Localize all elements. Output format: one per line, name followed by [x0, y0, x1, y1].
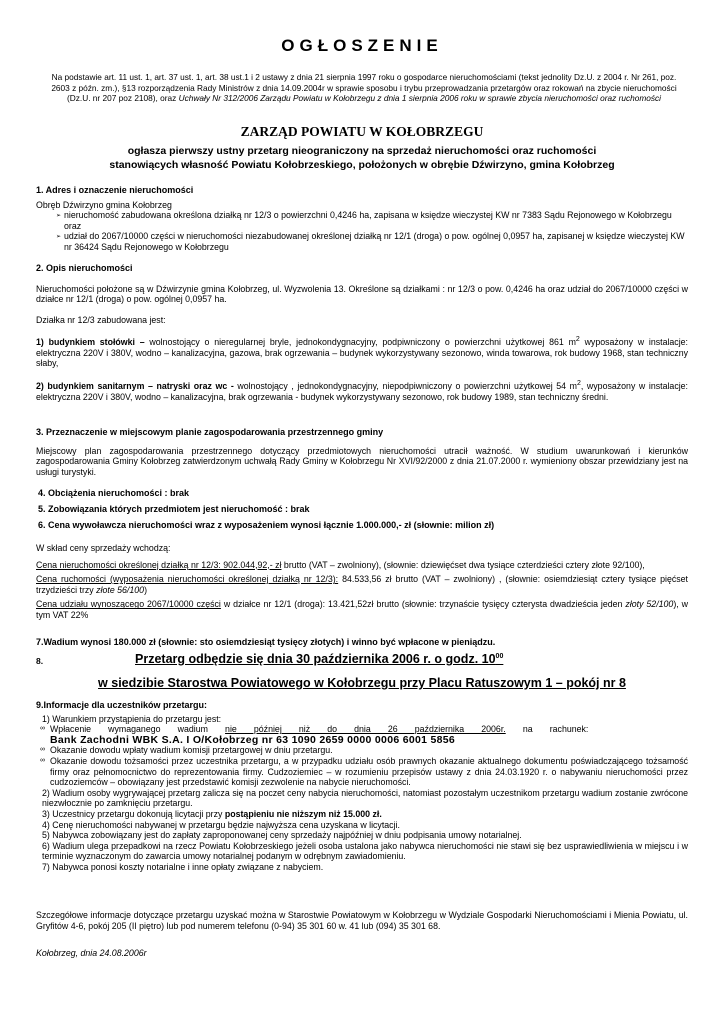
auction-date [135, 652, 503, 666]
section-5: 5. Zobowiązania których przedmiotem jest nieruchomość : brak [38, 504, 310, 514]
arrow-bullet-icon: ➢ [56, 213, 62, 220]
section-1-item-2-text: udział do 2067/10000 części w nieruchomości niezabudowanej określonej działką nr 12/1 (droga) o pow. ogólnej 0,0957 ha, zapisanej w księdze wieczystej KW nr 36424 Sądu Rejonowego w Kołobrzegu [64, 231, 685, 252]
section-2 [36, 263, 688, 402]
section-1-title: 1. Adres i oznaczenie nieruchomości [36, 185, 194, 195]
price-item-3-italic: złoty 52/100 [625, 599, 674, 610]
price-item-3 [36, 599, 688, 620]
price-item-2-end: ) [144, 584, 147, 595]
legal-basis-resolution: Uchwały Nr 312/2006 Zarządu Powiatu w Kołobrzegu z dnia 1 sierpnia 2006 roku w sprawie zbycia nieruchomości oraz ruchomości [178, 93, 661, 103]
rule-4: 4) Cenę nieruchomości nabywanej w przetargu będzie najwyższa cena uzyskana w licytacji. [42, 819, 400, 830]
section-2-title: 2. Opis nieruchomości [36, 263, 133, 273]
price-breakdown [36, 543, 688, 621]
section-7: 7.Wadium wynosi 180.000 zł (słownie: sto osiemdziesiąt tysięcy złotych) i winno być wpłacone w pieniądzu. [36, 637, 496, 647]
price-intro: W skład ceny sprzedaży wchodzą: [36, 543, 171, 553]
building-2-label: 2) budynkiem sanitarnym – natryski oraz wc - [36, 381, 234, 391]
announcement-line-1: ogłasza pierwszy ustny przetarg nieograniczony na sprzedaż nieruchomości oraz ruchomości [127, 145, 597, 157]
rule-1-bullet-1-post: na rachunek: [505, 724, 589, 735]
price-item-1-text: brutto (VAT – zwolniony), (słownie: dziewięćset dwa tysiące czterdzieści cztery złote 92/100), [281, 559, 645, 570]
section-9-title: 9.Informacje dla uczestników przetargu: [36, 700, 208, 710]
section-3 [36, 427, 688, 477]
section-8-number: 8. [36, 656, 44, 666]
rule-6: 6) Wadium ulega przepadkowi na rzecz Powiatu Kołobrzeskiego jeżeli osoba ustalona jako nabywca nieruchomości nie stawi się bez usprawiedliwienia w miejscu i w terminie wyznaczonym do zawarcia umowy notarialnej podanym w odrębnym zawiadomieniu. [42, 840, 688, 862]
building-1-text: wolnostojący o nieregularnej bryle, jednokondygnacyjny, podpiwniczony o powierzchni użytkowej 861 m [144, 337, 576, 348]
auction-time-sup: 00 [495, 652, 504, 660]
section-4: 4. Obciążenia nieruchomości : brak [38, 488, 190, 498]
rule-3 [36, 809, 688, 820]
building-1-sup: 2 [575, 336, 580, 344]
price-item-1-label: Cena nieruchomości określonej działką nr 12/3: 902.044,92,- zł [36, 559, 282, 570]
building-1-rest: wyposażony w instalacje: elektryczna 220V i 380V, wodno – kanalizacyjna, gazowa, brak ogrzewania – budynek wykorzystywany sezonowo, winda towarowa, rok budowy 1968, stan techniczny słaby, [36, 337, 688, 369]
price-item-2-italic: złote 56/100 [96, 584, 145, 595]
price-item-3-end: ), w tym VAT 22% [36, 599, 688, 620]
price-item-2-text: 84.533,56 zł brutto (VAT – zwolniony) , (słownie: osiemdziesiąt cztery tysiące pięćset trzydzieści trzy [36, 574, 688, 595]
rule-1-bullet-2 [36, 745, 688, 756]
price-item-3-text: w działce nr 12/1 (droga): 13.421,52zł brutto (słownie: trzynaście tysięcy czterysta dwadzieścia jeden [220, 599, 626, 610]
section-1-obreb: Obręb Dźwirzyno gmina Kołobrzeg [36, 199, 172, 210]
infinity-bullet-icon: ∞ [40, 756, 45, 764]
section-9 [36, 700, 688, 873]
price-item-2-label: Cena ruchomości (wyposażenia nieruchomości określonej działką nr 12/3): [36, 574, 339, 585]
infinity-bullet-icon: ∞ [40, 746, 45, 754]
section-1-item-1 [36, 210, 688, 231]
section-3-text: Miejscowy plan zagospodarowania przestrzennego dotyczący przedmiotowych nieruchomości utracił ważność. W studium uwarunkowań i kierunków zagospodarowania Gminy Kołobrzeg zatwierdzonym uchwałą Rady Gminy w Kołobrzegu Nr XVI/92/2000 z dnia 21.07.2000 r. wymieniony obszar przewidziany jest na usługi turystyki. [36, 445, 688, 477]
bank-account: Bank Zachodni WBK S.A. I O/Kołobrzeg nr 63 1090 2659 0000 0006 6001 5856 [50, 733, 456, 746]
rule-3-text: 3) Uczestnicy przetargu dokonują licytacji przy [42, 808, 225, 819]
infinity-bullet-icon: ∞ [40, 725, 45, 733]
section-3-title: 3. Przeznaczenie w miejscowym planie zagospodarowania przestrzennego gminy [36, 427, 384, 437]
issuer-heading: ZARZĄD POWIATU W KOŁOBRZEGU [240, 124, 484, 139]
building-2-rest: , wyposażony w instalacje: elektryczna 220V i 380V, wodno – kanalizacyjna, brak ogrzewania - budynek wykorzystywany sezonowo, rok budowy 1989, stan techniczny średni. [36, 381, 689, 402]
document-title: OGŁOSZENIE [281, 36, 443, 55]
rule-3-bold: postąpieniu nie niższym niż 15.000 zł. [224, 808, 382, 819]
document-date: Kołobrzeg, dnia 24.08.2006r [36, 948, 147, 958]
rule-1: 1) Warunkiem przystąpienia do przetargu jest: [42, 713, 222, 724]
section-1-item-2 [36, 231, 688, 252]
rule-1-bullet-3 [36, 756, 688, 788]
building-2 [36, 379, 688, 402]
arrow-bullet-icon: ➢ [56, 234, 62, 241]
building-2-text: wolnostojący , jednokondygnacyjny, niepodpiwniczony o powierzchni użytkowej 54 m [233, 381, 577, 391]
rule-1-bullet-3-text: Okazanie dowodu tożsamości przez uczestnika przetargu, a w przypadku udziału osób prawnych okazanie aktualnego dokumentu poświadczającego tożsamość firmy oraz pełnomocnictwo do reprezentowania firmy. Cudzoziemiec – w rozumieniu przepisów ustawy z dnia 24.03.1920 r. o nabywaniu nieruchomości przez cudzoziemców – obowiązany jest przedstawić komisji zezwolenie na nabycie nieruchomości. [50, 755, 688, 788]
announcement-line-2: stanowiących własność Powiatu Kołobrzeskiego, położonych w obrębie Dźwirzyno, gmina Kołobrzeg [109, 159, 615, 171]
section-1 [36, 185, 688, 253]
rule-1-bullet-1-pre: Wpłacenie wymaganego wadium [50, 724, 226, 735]
section-2-p1: Nieruchomości położone są w Dźwirzynie gmina Kołobrzeg, ul. Wyzwolenia 13. Określone są działkami : nr 12/3 o pow. 0,4246 ha oraz udział do 2067/10000 części w działce nr 12/1 (droga) o pow. ogólnej 0,0957 ha. [36, 283, 688, 305]
legal-basis [42, 72, 686, 104]
auction-place: w siedzibie Starostwa Powiatowego w Kołobrzegu przy Placu Ratuszowym 1 – pokój nr 8 [98, 676, 626, 690]
section-6: 6. Cena wywoławcza nieruchomości wraz z wyposażeniem wynosi łącznie 1.000.000,- zł (słownie: milion zł) [38, 520, 495, 530]
building-1-label: 1) budynkiem stołówki – [36, 337, 145, 348]
price-item-3-label: Cena udziału wynoszącego 2067/10000 części [36, 599, 221, 610]
rule-1-bullet-1-deadline: nie później niż do dnia 26 października 2006r. [225, 724, 506, 735]
announcement-lead [20, 144, 704, 172]
price-item-2 [36, 574, 688, 595]
section-2-p2: Działka nr 12/3 zabudowana jest: [36, 314, 166, 325]
rule-5: 5) Nabywca zobowiązany jest do zapłaty zaproponowanej ceny sprzedaży najpóźniej w dniu podpisania umowy notarialnej. [42, 830, 522, 841]
section-1-item-1-text: nieruchomość zabudowana określona działką nr 12/3 o powierzchni 0,4246 ha, zapisana w księdze wieczystej KW nr 7383 Sądu Rejonowego w Kołobrzegu oraz [64, 210, 672, 231]
legal-basis-text: Na podstawie art. 11 ust. 1, art. 37 ust. 1, art. 38 ust.1 i 2 ustawy z dnia 21 sierpnia 1997 roku o gospodarce nieruchomościami (tekst jednolity Dz.U. z 2004 r. Nr 261, poz. 2603 z późn. zm.), §13 rozporządzenia Rady Ministrów z dnia 14.09.2004r w sprawie sposobu i trybu przeprowadzania przetargów oraz rokowań na zbycie nieruchomości (Dz.U. nr 207 poz 2108), oraz [51, 72, 677, 103]
rule-2: 2) Wadium osoby wygrywającej przetarg zalicza się na poczet ceny nabycia nieruchomości, natomiast pozostałym uczestnikom przetargu wadium zostanie zwrócone niezwłocznie po zamknięciu przetargu. [42, 787, 688, 809]
building-2-sup: 2 [576, 380, 581, 388]
building-1 [36, 335, 688, 369]
price-item-1 [36, 560, 688, 571]
auction-date-text: Przetarg odbędzie się dnia 30 października 2006 r. o godz. 10 [135, 652, 496, 666]
rule-7: 7) Nabywca ponosi koszty notarialne i inne opłaty związane z nabyciem. [42, 861, 324, 872]
rule-1-bullet-2-text: Okazanie dowodu wpłaty wadium komisji przetargowej w dniu przetargu. [50, 745, 333, 756]
contact-details: Szczegółowe informacje dotyczące przetargu uzyskać można w Starostwie Powiatowym w Kołobrzegu w Wydziale Gospodarki Nieruchomościami i Mienia Powiatu, ul. Gryfitów 4-6, pokój 205 (II piętro) lub pod numerem telefonu (0-94) 35 301 60 w. 41 lub (094) 35 301 68. [36, 910, 688, 931]
